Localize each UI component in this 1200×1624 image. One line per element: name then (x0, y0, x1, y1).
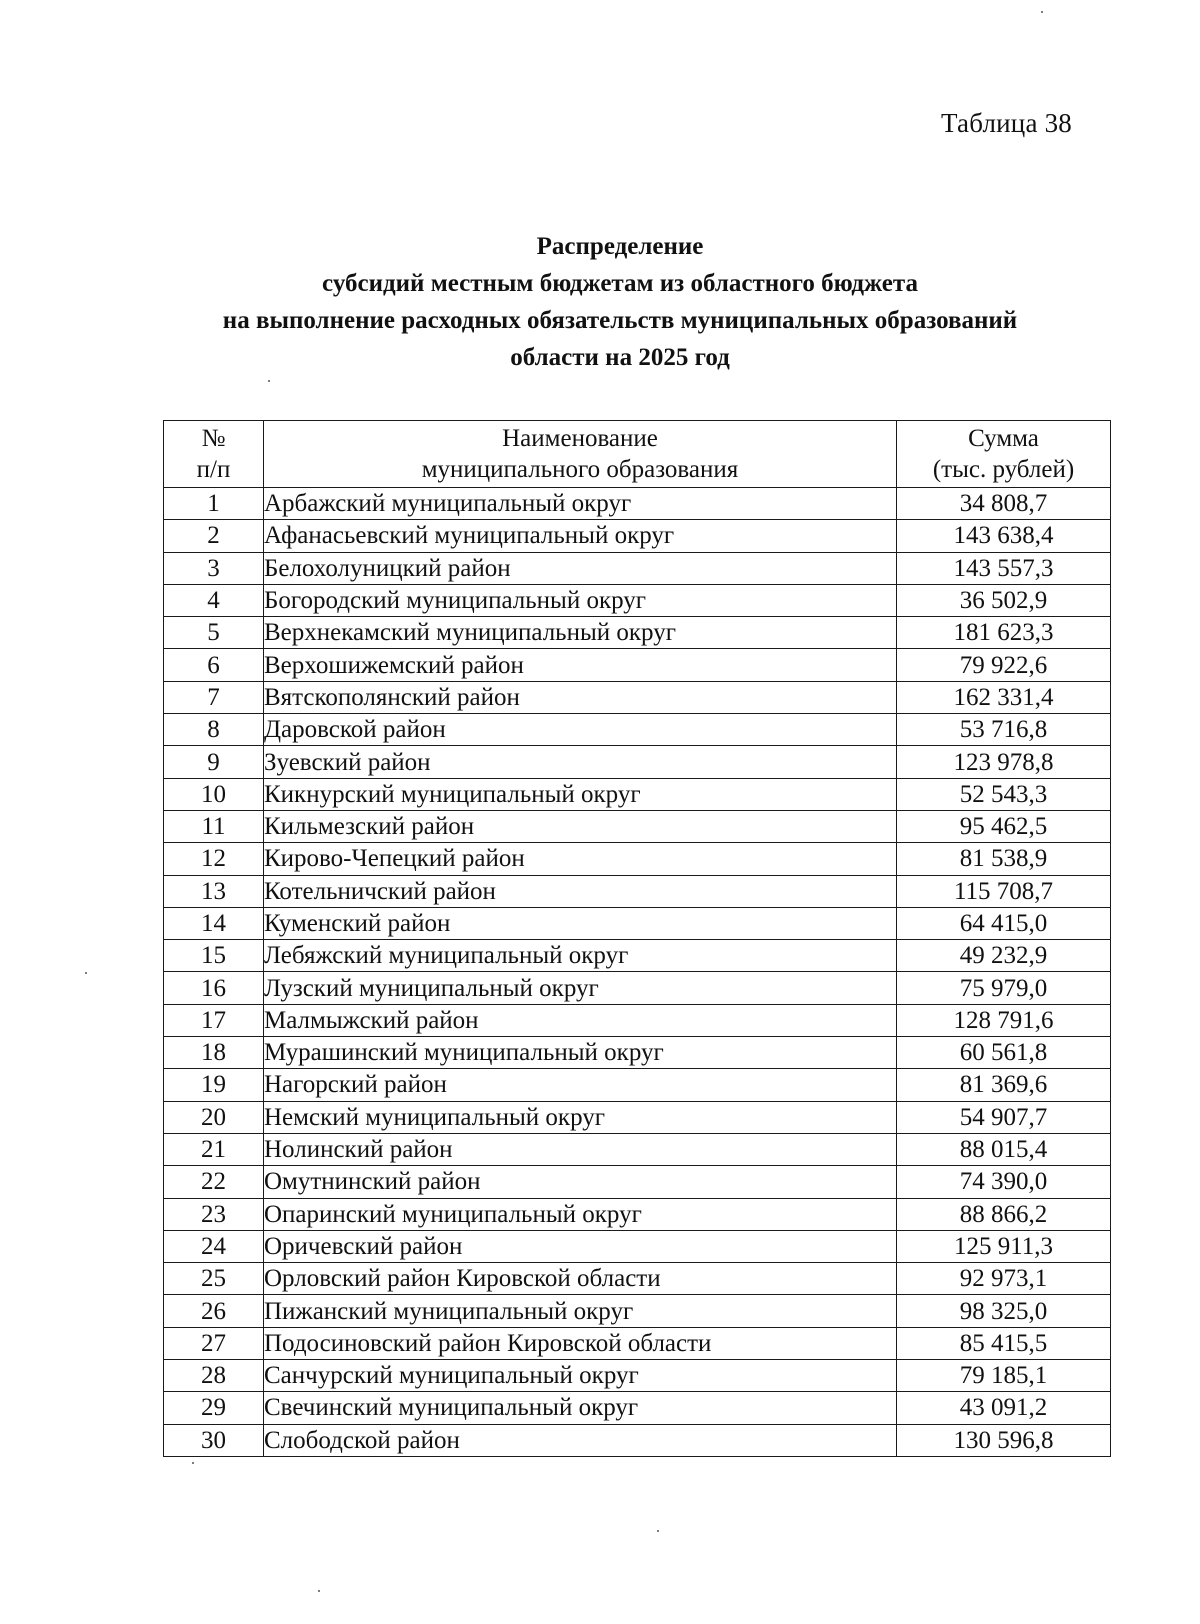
row-number-cell: 8 (164, 714, 264, 746)
table-body (164, 488, 1111, 1457)
municipality-name-cell: Богородский муниципальный округ (264, 584, 897, 616)
table-row (164, 875, 1111, 907)
municipality-name-cell: Даровской район (264, 714, 897, 746)
subsidy-amount-cell: 79 185,1 (897, 1360, 1111, 1392)
table-row (164, 1263, 1111, 1295)
table-row (164, 520, 1111, 552)
subsidy-amount-cell: 88 015,4 (897, 1133, 1111, 1165)
document-title (140, 228, 1100, 376)
table-row (164, 488, 1111, 520)
subsidy-amount-cell: 143 557,3 (897, 552, 1111, 584)
title-line: субсидий местным бюджетам из областного бюджета (322, 270, 918, 297)
header-sum (897, 421, 1111, 488)
municipality-name-cell: Верхошижемский район (264, 649, 897, 681)
subsidy-amount-cell: 85 415,5 (897, 1327, 1111, 1359)
row-number-cell: 2 (164, 520, 264, 552)
municipality-name-cell: Кикнурский муниципальный округ (264, 778, 897, 810)
table-row (164, 1166, 1111, 1198)
table-row (164, 1004, 1111, 1036)
municipality-name-cell: Арбажский муниципальный округ (264, 488, 897, 520)
row-number-cell: 28 (164, 1360, 264, 1392)
table-row (164, 1424, 1111, 1456)
subsidy-amount-cell: 75 979,0 (897, 972, 1111, 1004)
row-number-cell: 29 (164, 1392, 264, 1424)
row-number-cell: 12 (164, 843, 264, 875)
municipality-name-cell: Куменский район (264, 907, 897, 939)
table-row (164, 940, 1111, 972)
municipality-name-cell: Оричевский район (264, 1230, 897, 1262)
header-number-line1: № (201, 425, 226, 452)
table-row (164, 584, 1111, 616)
municipality-name-cell: Кильмезский район (264, 810, 897, 842)
table-row (164, 1069, 1111, 1101)
subsidy-amount-cell: 36 502,9 (897, 584, 1111, 616)
header-name (264, 421, 897, 488)
header-sum-line2: (тыс. рублей) (932, 456, 1075, 483)
row-number-cell: 5 (164, 617, 264, 649)
table-row (164, 778, 1111, 810)
title-line: Распределение (536, 233, 704, 260)
subsidy-table (163, 420, 1111, 1457)
row-number-cell: 7 (164, 681, 264, 713)
subsidy-amount-cell: 60 561,8 (897, 1037, 1111, 1069)
municipality-name-cell: Верхнекамский муниципальный округ (264, 617, 897, 649)
row-number-cell: 20 (164, 1101, 264, 1133)
subsidy-amount-cell: 115 708,7 (897, 875, 1111, 907)
municipality-name-cell: Орловский район Кировской области (264, 1263, 897, 1295)
subsidy-amount-cell: 81 538,9 (897, 843, 1111, 875)
row-number-cell: 27 (164, 1327, 264, 1359)
header-name-line2: муниципального образования (421, 456, 739, 483)
row-number-cell: 19 (164, 1069, 264, 1101)
scan-speck (85, 972, 87, 974)
municipality-name-cell: Лузский муниципальный округ (264, 972, 897, 1004)
row-number-cell: 14 (164, 907, 264, 939)
table-row (164, 1037, 1111, 1069)
municipality-name-cell: Нолинский район (264, 1133, 897, 1165)
header-number (164, 421, 264, 488)
header-sum-line1: Сумма (968, 425, 1039, 452)
subsidy-amount-cell: 53 716,8 (897, 714, 1111, 746)
row-number-cell: 4 (164, 584, 264, 616)
subsidy-amount-cell: 98 325,0 (897, 1295, 1111, 1327)
municipality-name-cell: Малмыжский район (264, 1004, 897, 1036)
subsidy-amount-cell: 181 623,3 (897, 617, 1111, 649)
scan-speck (268, 380, 270, 382)
title-line: области на 2025 год (510, 344, 730, 371)
table-row (164, 1327, 1111, 1359)
row-number-cell: 3 (164, 552, 264, 584)
row-number-cell: 30 (164, 1424, 264, 1456)
row-number-cell: 13 (164, 875, 264, 907)
subsidy-amount-cell: 143 638,4 (897, 520, 1111, 552)
row-number-cell: 9 (164, 746, 264, 778)
table-row (164, 649, 1111, 681)
municipality-name-cell: Зуевский район (264, 746, 897, 778)
subsidy-amount-cell: 52 543,3 (897, 778, 1111, 810)
table-row (164, 907, 1111, 939)
table-header-row (164, 421, 1111, 488)
subsidy-amount-cell: 43 091,2 (897, 1392, 1111, 1424)
row-number-cell: 18 (164, 1037, 264, 1069)
row-number-cell: 6 (164, 649, 264, 681)
subsidy-amount-cell: 125 911,3 (897, 1230, 1111, 1262)
row-number-cell: 1 (164, 488, 264, 520)
municipality-name-cell: Котельничский район (264, 875, 897, 907)
subsidy-amount-cell: 54 907,7 (897, 1101, 1111, 1133)
row-number-cell: 23 (164, 1198, 264, 1230)
municipality-name-cell: Афанасьевский муниципальный округ (264, 520, 897, 552)
row-number-cell: 21 (164, 1133, 264, 1165)
municipality-name-cell: Слободской район (264, 1424, 897, 1456)
subsidy-amount-cell: 74 390,0 (897, 1166, 1111, 1198)
scan-speck (657, 1530, 659, 1532)
row-number-cell: 11 (164, 810, 264, 842)
subsidy-amount-cell: 34 808,7 (897, 488, 1111, 520)
municipality-name-cell: Вятскополянский район (264, 681, 897, 713)
municipality-name-cell: Белохолуницкий район (264, 552, 897, 584)
subsidy-amount-cell: 79 922,6 (897, 649, 1111, 681)
municipality-name-cell: Подосиновский район Кировской области (264, 1327, 897, 1359)
municipality-name-cell: Опаринский муниципальный округ (264, 1198, 897, 1230)
row-number-cell: 17 (164, 1004, 264, 1036)
scan-speck (318, 1590, 320, 1592)
row-number-cell: 25 (164, 1263, 264, 1295)
row-number-cell: 16 (164, 972, 264, 1004)
municipality-name-cell: Мурашинский муниципальный округ (264, 1037, 897, 1069)
table-row (164, 552, 1111, 584)
table-number-label: Таблица 38 (941, 108, 1072, 138)
row-number-cell: 22 (164, 1166, 264, 1198)
table-row (164, 681, 1111, 713)
table-row (164, 972, 1111, 1004)
subsidy-amount-cell: 128 791,6 (897, 1004, 1111, 1036)
municipality-name-cell: Омутнинский район (264, 1166, 897, 1198)
municipality-name-cell: Свечинский муниципальный округ (264, 1392, 897, 1424)
row-number-cell: 10 (164, 778, 264, 810)
subsidy-amount-cell: 49 232,9 (897, 940, 1111, 972)
table-row (164, 1101, 1111, 1133)
table-row (164, 1295, 1111, 1327)
subsidy-amount-cell: 162 331,4 (897, 681, 1111, 713)
table-row (164, 746, 1111, 778)
municipality-name-cell: Санчурский муниципальный округ (264, 1360, 897, 1392)
header-number-line2: п/п (196, 456, 231, 483)
subsidy-amount-cell: 92 973,1 (897, 1263, 1111, 1295)
subsidy-amount-cell: 95 462,5 (897, 810, 1111, 842)
scan-speck (1041, 11, 1043, 13)
row-number-cell: 26 (164, 1295, 264, 1327)
table-row (164, 1133, 1111, 1165)
table-row (164, 714, 1111, 746)
table-row (164, 617, 1111, 649)
table-row (164, 1198, 1111, 1230)
subsidy-amount-cell: 81 369,6 (897, 1069, 1111, 1101)
row-number-cell: 15 (164, 940, 264, 972)
subsidy-amount-cell: 130 596,8 (897, 1424, 1111, 1456)
municipality-name-cell: Кирово-Чепецкий район (264, 843, 897, 875)
table-row (164, 1360, 1111, 1392)
header-name-line1: Наименование (502, 425, 658, 452)
subsidy-amount-cell: 123 978,8 (897, 746, 1111, 778)
title-line: на выполнение расходных обязательств муниципальных образований (222, 307, 1018, 334)
subsidy-amount-cell: 64 415,0 (897, 907, 1111, 939)
municipality-name-cell: Пижанский муниципальный округ (264, 1295, 897, 1327)
table-row (164, 810, 1111, 842)
municipality-name-cell: Нагорский район (264, 1069, 897, 1101)
table-row (164, 1392, 1111, 1424)
table-row (164, 843, 1111, 875)
subsidy-amount-cell: 88 866,2 (897, 1198, 1111, 1230)
table-row (164, 1230, 1111, 1262)
municipality-name-cell: Немский муниципальный округ (264, 1101, 897, 1133)
row-number-cell: 24 (164, 1230, 264, 1262)
municipality-name-cell: Лебяжский муниципальный округ (264, 940, 897, 972)
scan-speck (192, 1462, 194, 1464)
